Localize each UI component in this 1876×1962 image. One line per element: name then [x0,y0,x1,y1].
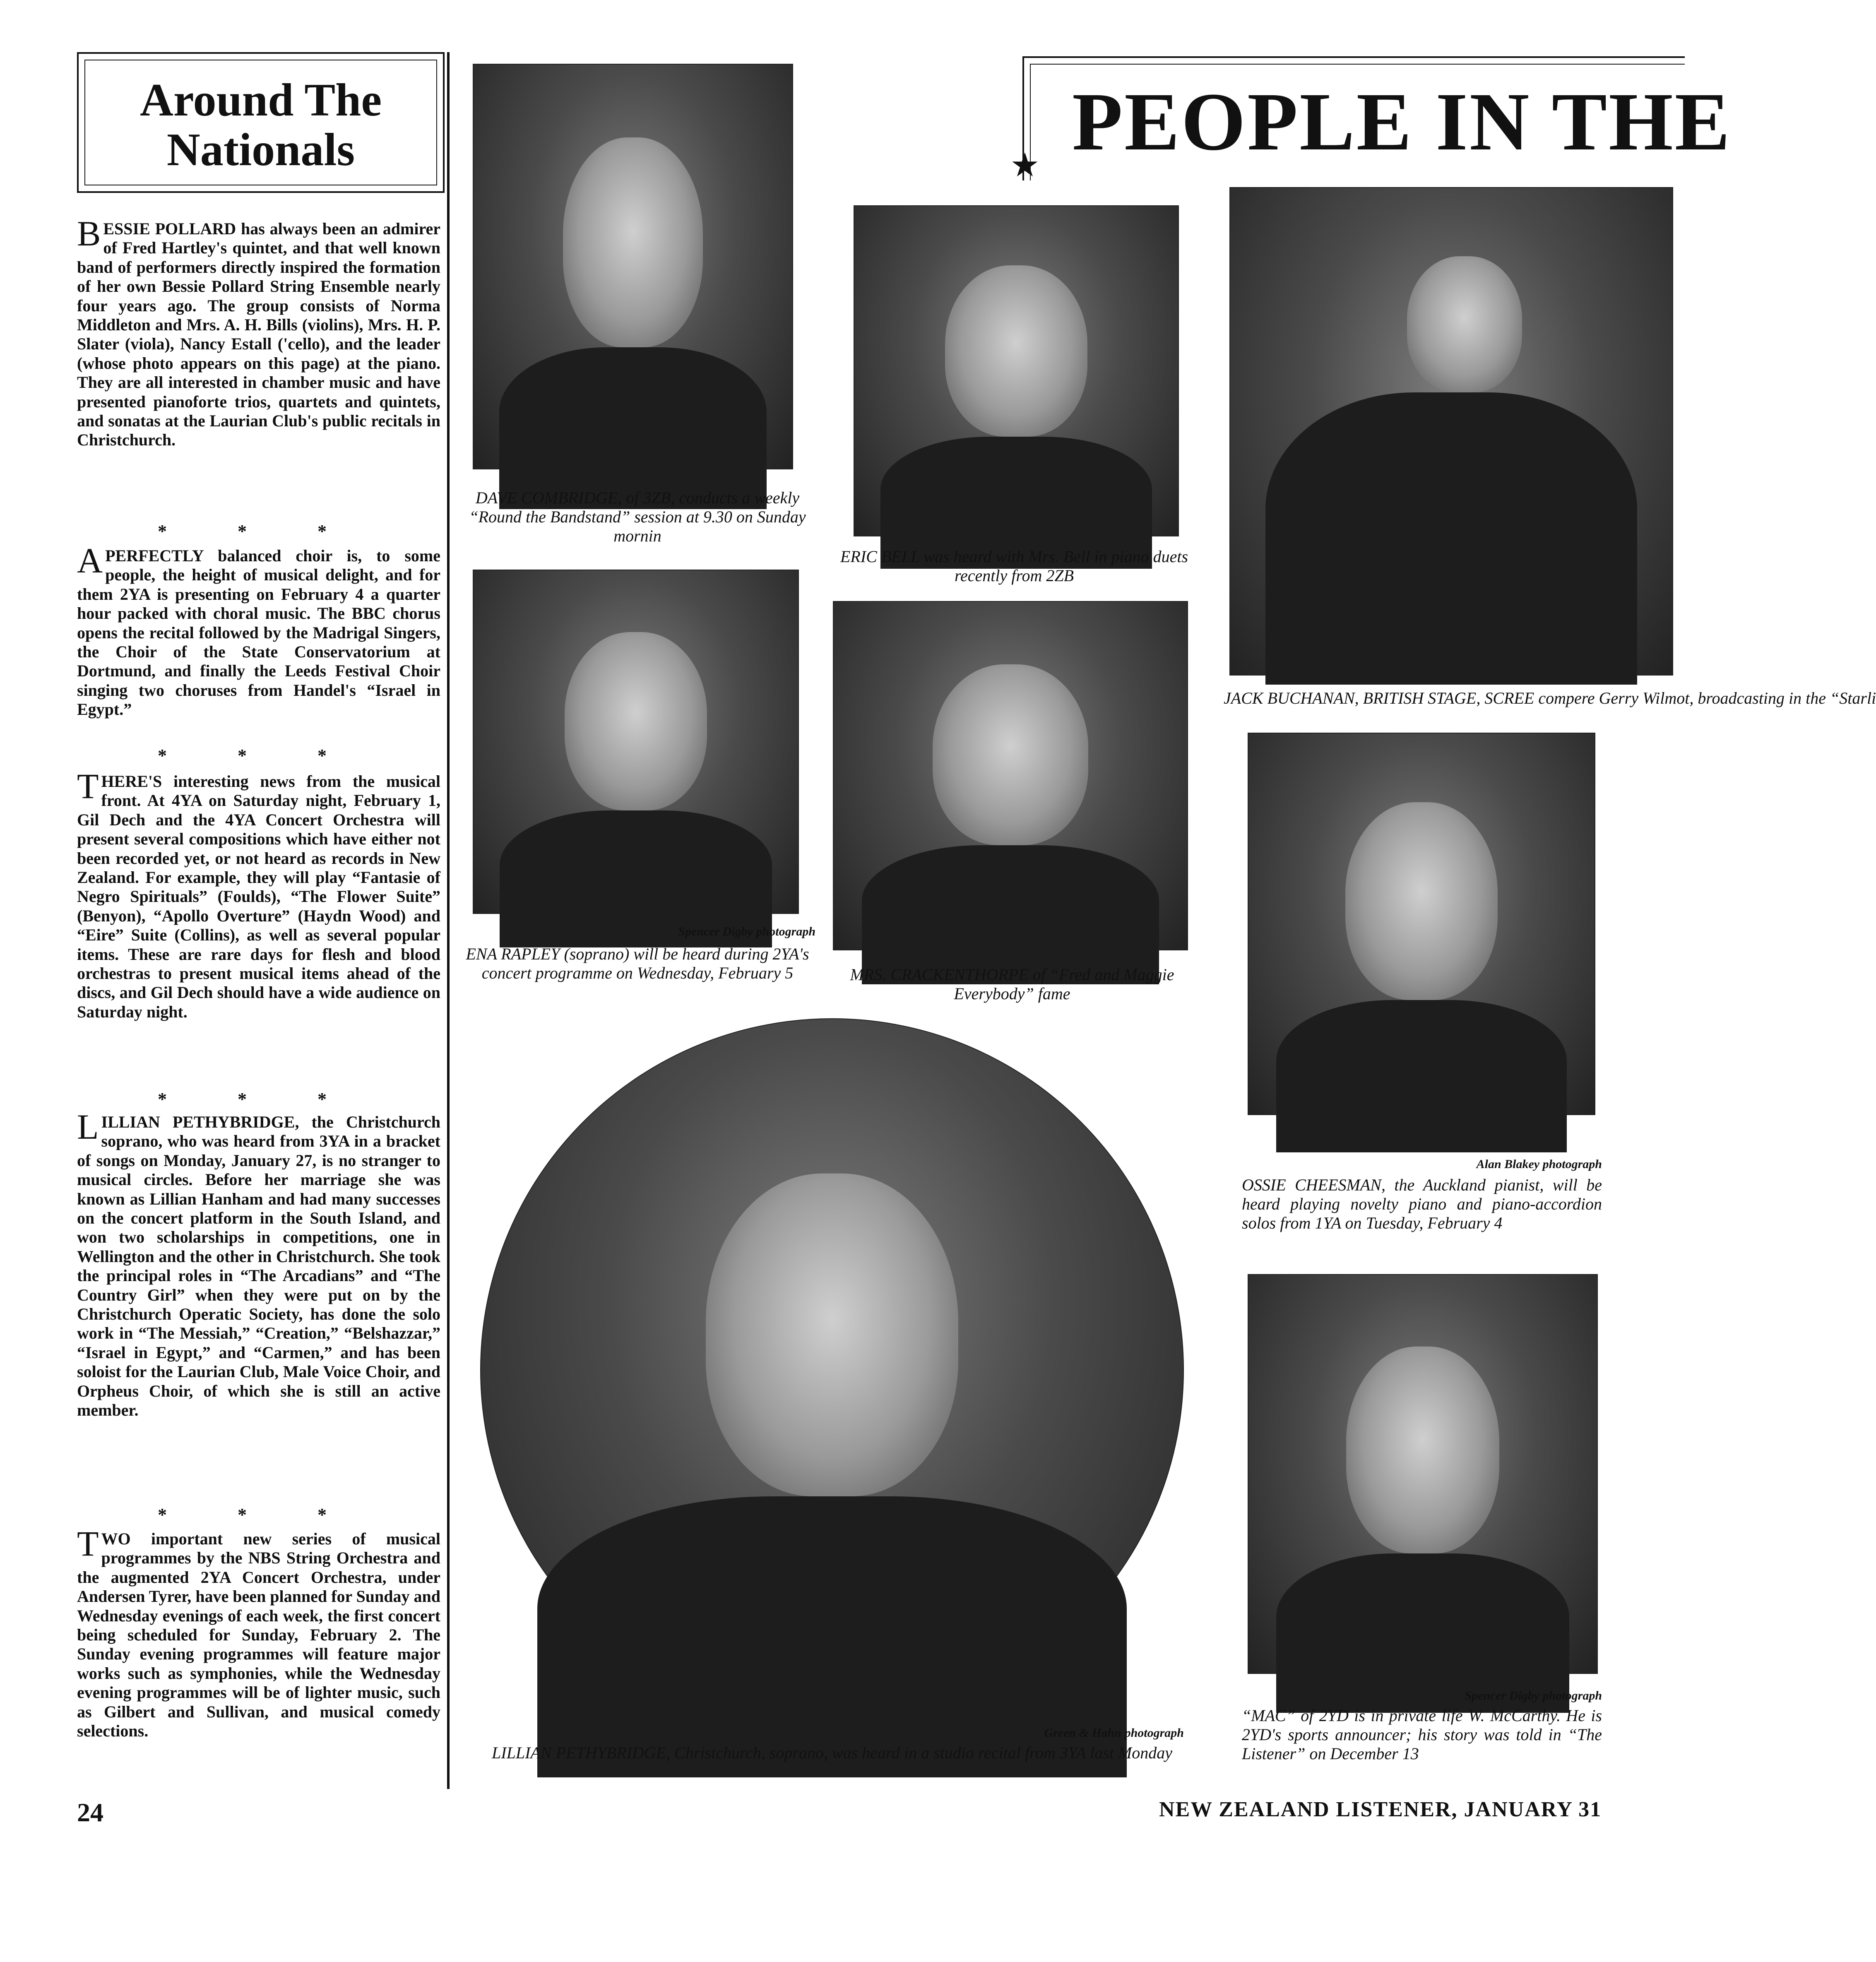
credit-ena-rapley: Spencer Digby photograph [678,925,815,938]
article-4ya [77,766,440,1022]
article-initial: B [77,214,101,253]
star-icon: ★ [1010,147,1040,184]
article-separator: * * * [158,521,360,541]
credit-lillian-pethybridge: Green & Hahn photograph [1044,1726,1184,1740]
article-nbs-string [77,1524,440,1741]
article-body: WO important new series of musical programmes by the NBS String Orchestra and the augmented 2YA Concert Orchestra, under Andersen Tyrer, have been planned for Sunday and Wednesday evenings of each week, the first concert being scheduled for Sunday, February 2. The Sunday evening programmes will feature major works such as symphonies, while the Wednesday evening programmes will be of lighter music, such as Gilbert and Sullivan, and musical comedy selections. [77,1529,440,1741]
article-separator: * * * [158,745,360,766]
credit-mac-2yd: Spencer Digby photograph [1465,1689,1602,1702]
photo-lillian-pethybridge [480,1018,1184,1722]
article-separator: * * * [158,1089,360,1109]
photo-eric-bell [854,205,1179,536]
caption-ena-rapley: ENA RAPLEY (soprano) will be heard during 2YA's concert programme on Wednesday, February 5 [466,945,809,982]
publication-line: NEW ZEALAND LISTENER, JANUARY 31 [1159,1798,1602,1821]
section-title [79,75,443,175]
section-title-box [77,52,445,193]
section-title-line2: Nationals [166,124,355,176]
section-title-line1: Around The [139,75,382,126]
article-body: PERFECTLY balanced choir is, to some people, the height of musical delight, and for them 2YA is presenting on February 4 a quarter hour packed with choral music. The BBC chorus opens the recital followed by the Madrigal Singers, the Choir of the State Conservatorium at Dortmund, and finally the Leeds Festival Choir singing two choruses from Handel's “Israel in Egypt.” [77,546,440,719]
page-number: 24 [77,1798,103,1827]
photo-ena-rapley [473,570,799,914]
article-bessie-pollard [77,214,440,450]
caption-dave-combridge: DAVE COMBRIDGE, of 3ZB, conducts a weekly “Round the Bandstand” session at 9.30 on Sunday mornin [469,488,806,545]
article-body: ILLIAN PETHYBRIDGE, the Christchurch soprano, who was heard from 3YA in a bracket of songs on Monday, January 27, is no stranger to musical circles. Before her marriage she was known as Lillian Hanham and had many successes on the concert platform in the South Island, and won two scholarships in competitions, one in Wellington and the other in Christchurch. She took the principal roles in “The Arcadians” and “The Country Girl” when they were put on by the Christchurch Operatic Society, has done the solo work in “The Messiah,” “Creation,” “Belshazzar,” “Israel in Egypt,” and “Carmen,” and has been soloist for the Laurian Club, Male Voice Choir, and Orpheus Choir, of which she is still an active member. [77,1113,440,1420]
photo-mrs-crackenthorpe [833,601,1188,950]
article-initial: A [77,541,103,580]
caption-ossie-cheesman: OSSIE CHEESMAN, the Auckland pianist, will be heard playing novelty piano and piano-accordion solos from 1YA on Tuesday, February 4 [1242,1176,1602,1232]
caption-mac-2yd: “MAC” of 2YD is in private life W. McCarthy. He is 2YD's sports announcer; his story was told in “The Listener” on December 13 [1242,1706,1602,1763]
caption-mrs-crackenthorpe: MRS. CRACKENTHORPE of “Fred and Maggie Everybody” fame [850,965,1174,1003]
article-initial: T [77,1524,99,1563]
article-body: HERE'S interesting news from the musical front. At 4YA on Saturday night, February 1, Gil Dech and the 4YA Concert Orchestra will present several compositions which have either not been recorded yet, or not heard as records in New Zealand. For example, they will play “Fantasie of Negro Spirituals” (Foulds), “The Flower Suite” (Benyon), “Apollo Overture” (Haydn Wood) and “Eire” Suite (Collins), as well as several popular items. These are rare days for flesh and blood orchestras to present musical items ahead of the discs, and Gil Dech should have a wide audience on Saturday night. [77,772,440,1021]
photo-jack-buchanan [1229,187,1673,676]
article-initial: L [77,1107,99,1147]
article-choir [77,541,440,719]
article-separator: * * * [158,1505,360,1525]
article-initial: T [77,766,99,806]
article-body: ESSIE POLLARD has always been an admirer of Fred Hartley's quintet, and that well known band of performers directly inspired the formation of her own Bessie Pollard String Ensemble nearly four years ago. The group consists of Norma Middleton and Mrs. A. H. Bills (violins), Mrs. H. P. Slater (viola), Nancy Estall ('cello), and the leader (whose photo appears on this page) at the piano. They are all interested in chamber music and have presented pianoforte trios, quartets and quintets, and sonatas at the Laurian Club's public recitals in Christchurch. [77,219,440,450]
headline: PEOPLE IN THE [1072,76,1732,168]
article-lillian-pethybridge [77,1107,440,1420]
photo-dave-combridge [473,64,793,469]
caption-lillian-pethybridge: LILLIAN PETHYBRIDGE, Christchurch, soprano, was heard in a studio recital from 3YA last Monday [492,1743,1172,1762]
photo-ossie-cheesman [1248,733,1595,1115]
photo-mac-2yd [1248,1274,1598,1674]
caption-jack-buchanan: JACK BUCHANAN, BRITISH STAGE, SCREE compere Gerry Wilmot, broadcasting in the “Starli [1224,689,1876,707]
caption-eric-bell: ERIC BELL was heard with Mrs. Bell in piano duets recently from 2ZB [840,547,1188,585]
credit-ossie-cheesman: Alan Blakey photograph [1476,1157,1602,1171]
column-rule [447,52,450,1789]
